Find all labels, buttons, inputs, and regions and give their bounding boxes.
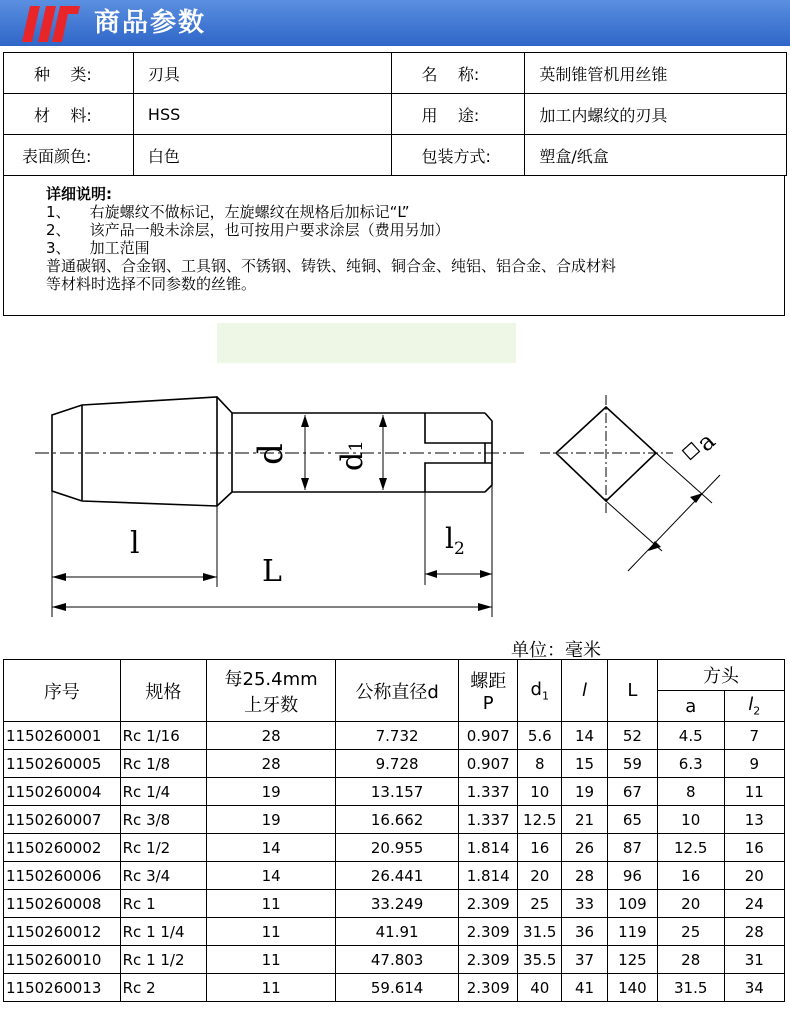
cell-l2: 16 xyxy=(724,834,784,862)
cell-p: 1.814 xyxy=(459,862,518,890)
cell-d: 59.614 xyxy=(336,974,459,1002)
cell-tpi: 19 xyxy=(207,778,336,806)
square-end-view xyxy=(540,395,721,571)
header-pitch: 螺距 P xyxy=(459,660,518,722)
cell-d1: 20 xyxy=(518,862,562,890)
table-row xyxy=(4,946,785,974)
table-row xyxy=(4,974,785,1002)
image-placeholder xyxy=(217,323,516,363)
cell-spec: Rc 3/4 xyxy=(120,862,206,890)
details-heading: 详细说明: xyxy=(46,185,112,203)
info-value: 白色 xyxy=(133,135,391,176)
header-banner xyxy=(0,0,790,46)
table-row xyxy=(4,750,785,778)
cell-l2: 11 xyxy=(724,778,784,806)
cell-a: 6.3 xyxy=(657,750,724,778)
cell-d1: 25 xyxy=(518,890,562,918)
cell-d1: 16 xyxy=(518,834,562,862)
cell-l: 26 xyxy=(562,834,608,862)
cell-l: 41 xyxy=(562,974,608,1002)
cell-L: 59 xyxy=(607,750,657,778)
cell-tpi: 11 xyxy=(207,946,336,974)
cell-p: 2.309 xyxy=(459,974,518,1002)
cell-d1: 31.5 xyxy=(518,918,562,946)
cell-d: 20.955 xyxy=(336,834,459,862)
cell-tpi: 28 xyxy=(207,722,336,750)
label-a: a xyxy=(691,426,721,458)
cell-l2: 7 xyxy=(724,722,784,750)
cell-l2: 13 xyxy=(724,806,784,834)
info-label: 用 途: xyxy=(391,94,525,135)
cell-p: 2.309 xyxy=(459,918,518,946)
label-l2: $l_2$ xyxy=(445,522,465,559)
cell-l2: 20 xyxy=(724,862,784,890)
info-value: 英制锥管机用丝锥 xyxy=(525,53,787,94)
cell-p: 2.309 xyxy=(459,890,518,918)
cell-spec: Rc 1/2 xyxy=(120,834,206,862)
cell-tpi: 11 xyxy=(207,918,336,946)
header-d1: $d_1$ xyxy=(518,660,562,722)
cell-L: 96 xyxy=(607,862,657,890)
cell-L: 119 xyxy=(607,918,657,946)
details-box xyxy=(3,175,785,316)
info-label: 名 称: xyxy=(391,53,525,94)
cell-spec: Rc 1/4 xyxy=(120,778,206,806)
cell-d1: 8 xyxy=(518,750,562,778)
cell-L: 125 xyxy=(607,946,657,974)
info-label: 材 料: xyxy=(4,94,134,135)
cell-L: 140 xyxy=(607,974,657,1002)
spec-table-body xyxy=(4,722,785,1002)
label-l: l xyxy=(130,526,140,561)
cell-l: 21 xyxy=(562,806,608,834)
cell-p: 2.309 xyxy=(459,946,518,974)
info-value: HSS xyxy=(133,94,391,135)
header-L: L xyxy=(607,660,657,722)
cell-l: 36 xyxy=(562,918,608,946)
cell-spec: Rc 1/8 xyxy=(120,750,206,778)
cell-d1: 40 xyxy=(518,974,562,1002)
cell-d: 7.732 xyxy=(336,722,459,750)
spec-table xyxy=(3,659,785,1002)
cell-p: 0.907 xyxy=(459,722,518,750)
cell-a: 25 xyxy=(657,918,724,946)
cell-a: 8 xyxy=(657,778,724,806)
cell-seq: 1150260008 xyxy=(4,890,121,918)
details-line: 2、 该产品一般未涂层，也可按用户要求涂层（费用另加） xyxy=(46,221,450,239)
info-value: 加工内螺纹的刃具 xyxy=(525,94,787,135)
label-d1: d1 xyxy=(335,440,370,471)
header-square: 方头 xyxy=(657,660,784,691)
info-row xyxy=(4,94,787,135)
details-line: 1、 右旋螺纹不做标记，左旋螺纹在规格后加标记“L” xyxy=(46,203,410,221)
details-line: 等材料时选择不同参数的丝锥。 xyxy=(46,275,257,293)
cell-a: 31.5 xyxy=(657,974,724,1002)
cell-L: 52 xyxy=(607,722,657,750)
cell-tpi: 19 xyxy=(207,806,336,834)
info-label: 包装方式: xyxy=(391,135,525,176)
page-title: 商品参数 xyxy=(94,8,207,38)
table-row xyxy=(4,806,785,834)
cell-l2: 31 xyxy=(724,946,784,974)
info-label: 种 类: xyxy=(4,53,134,94)
cell-l: 33 xyxy=(562,890,608,918)
cell-seq: 1150260002 xyxy=(4,834,121,862)
cell-l: 19 xyxy=(562,778,608,806)
cell-a: 28 xyxy=(657,946,724,974)
cell-spec: Rc 1 1/2 xyxy=(120,946,206,974)
cell-l2: 9 xyxy=(724,750,784,778)
cell-p: 0.907 xyxy=(459,750,518,778)
header-a: a xyxy=(657,691,724,722)
cell-spec: Rc 1/16 xyxy=(120,722,206,750)
header-seq: 序号 xyxy=(4,660,121,722)
cell-spec: Rc 1 xyxy=(120,890,206,918)
cell-tpi: 28 xyxy=(207,750,336,778)
table-row xyxy=(4,722,785,750)
cell-seq: 1150260013 xyxy=(4,974,121,1002)
cell-L: 67 xyxy=(607,778,657,806)
cell-l: 15 xyxy=(562,750,608,778)
cell-d1: 35.5 xyxy=(518,946,562,974)
cell-tpi: 14 xyxy=(207,862,336,890)
header-spec: 规格 xyxy=(120,660,206,722)
cell-l2: 24 xyxy=(724,890,784,918)
info-row xyxy=(4,53,787,94)
cell-l2: 34 xyxy=(724,974,784,1002)
cell-spec: Rc 1 1/4 xyxy=(120,918,206,946)
cell-l: 37 xyxy=(562,946,608,974)
cell-l: 14 xyxy=(562,722,608,750)
table-row xyxy=(4,862,785,890)
info-value: 刃具 xyxy=(133,53,391,94)
table-row xyxy=(4,778,785,806)
cell-seq: 1150260001 xyxy=(4,722,121,750)
header-l: l xyxy=(562,660,608,722)
cell-l: 28 xyxy=(562,862,608,890)
cell-a: 10 xyxy=(657,806,724,834)
label-L: L xyxy=(262,554,282,589)
info-row xyxy=(4,135,787,176)
header-l2: $l_2$ xyxy=(724,691,784,722)
cell-spec: Rc 3/8 xyxy=(120,806,206,834)
details-line: 普通碳钢、合金钢、工具钢、不锈钢、铸铁、纯铜、铜合金、纯铝、铝合金、合成材料 xyxy=(46,257,617,275)
table-header-row xyxy=(4,660,785,691)
cell-seq: 1150260012 xyxy=(4,918,121,946)
cell-d1: 5.6 xyxy=(518,722,562,750)
table-row xyxy=(4,834,785,862)
product-info-table xyxy=(3,52,787,176)
unit-label: 单位：毫米 xyxy=(511,640,601,661)
cell-L: 109 xyxy=(607,890,657,918)
cell-seq: 1150260007 xyxy=(4,806,121,834)
header-tpi: 每25.4mm 上牙数 xyxy=(207,660,336,722)
cell-d: 9.728 xyxy=(336,750,459,778)
cell-L: 87 xyxy=(607,834,657,862)
cell-p: 1.814 xyxy=(459,834,518,862)
cell-d: 47.803 xyxy=(336,946,459,974)
cell-d: 26.441 xyxy=(336,862,459,890)
cell-tpi: 14 xyxy=(207,834,336,862)
table-row xyxy=(4,890,785,918)
label-d: d xyxy=(251,443,291,465)
cell-a: 16 xyxy=(657,862,724,890)
cell-p: 1.337 xyxy=(459,806,518,834)
table-row xyxy=(4,918,785,946)
tap-technical-drawing xyxy=(0,385,790,625)
cell-seq: 1150260010 xyxy=(4,946,121,974)
brand-logo-icon xyxy=(22,4,80,44)
cell-seq: 1150260005 xyxy=(4,750,121,778)
cell-p: 1.337 xyxy=(459,778,518,806)
cell-L: 65 xyxy=(607,806,657,834)
info-label: 表面颜色: xyxy=(4,135,134,176)
header-nominal: 公称直径d xyxy=(336,660,459,722)
cell-d: 16.662 xyxy=(336,806,459,834)
cell-d: 13.157 xyxy=(336,778,459,806)
info-value: 塑盒/纸盒 xyxy=(525,135,787,176)
cell-a: 4.5 xyxy=(657,722,724,750)
cell-tpi: 11 xyxy=(207,974,336,1002)
cell-l2: 28 xyxy=(724,918,784,946)
cell-d1: 10 xyxy=(518,778,562,806)
cell-d1: 12.5 xyxy=(518,806,562,834)
details-line: 3、 加工范围 xyxy=(46,239,150,257)
cell-a: 20 xyxy=(657,890,724,918)
cell-d: 33.249 xyxy=(336,890,459,918)
cell-seq: 1150260004 xyxy=(4,778,121,806)
cell-a: 12.5 xyxy=(657,834,724,862)
cell-d: 41.91 xyxy=(336,918,459,946)
cell-spec: Rc 2 xyxy=(120,974,206,1002)
cell-seq: 1150260006 xyxy=(4,862,121,890)
cell-tpi: 11 xyxy=(207,890,336,918)
